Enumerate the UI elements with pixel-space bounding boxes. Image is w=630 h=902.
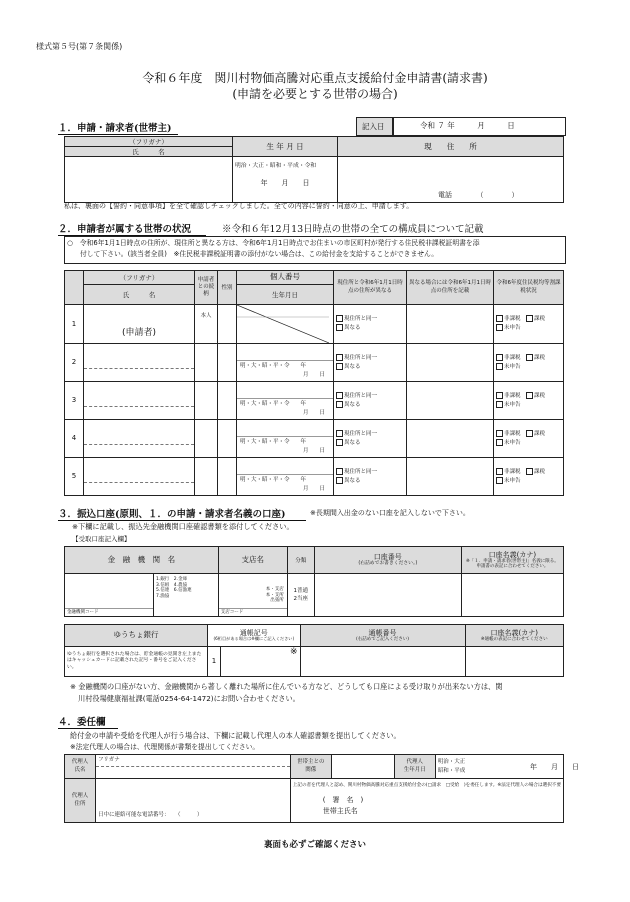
address-header: 現 住 所 [338, 137, 564, 157]
account-holder-header: 口座名義(カナ) ※「１．申請・請求者(世帯主)」名義に限る。 申請書の表記に合わせてください。 [461, 547, 563, 574]
member-furigana-header: （フリガナ） [84, 271, 195, 285]
birth-date-header: 生年月日 [237, 285, 334, 305]
proxy-note-2: ※法定代理人の場合は、代理関係が書類を提出してください。 [70, 743, 260, 751]
agent-birth-field[interactable]: 明治・大正 昭和・平成 [435, 755, 563, 779]
mynumber-cell[interactable] [237, 305, 334, 344]
branch-header: 支店名 [218, 547, 287, 574]
footer-note: 裏面も必ずご確認ください [263, 840, 366, 850]
agent-name-field[interactable]: フリガナ [95, 755, 290, 779]
relation-header: 申請者との続柄 [195, 271, 218, 305]
section2-heading: ２．申請者が属する世帯の状況 [58, 221, 206, 236]
day-phone-label: 日中に連絡可能な電話番号： （ ） [97, 811, 203, 818]
householder-name-label: 世帯主氏名 [322, 807, 358, 816]
agent-address-header: 代理人 住所 [65, 779, 96, 823]
table-row: 2 明・大・昭・平・令 年 月 日 現住所と同一 異なる 非課税 課税 未申告 [65, 344, 564, 382]
section3-heading-note: ※長期間入出金のない口座を記入しないで下さい。 [310, 509, 470, 517]
table-row: 1 (申請者) 本人 現住所と同一 異なる 非課税 課税 未申告 [65, 305, 564, 344]
account-box-title: 【受取口座記入欄】 [72, 535, 131, 543]
yucho-note: ゆうちょ銀行を選択された場合は、貯金通帳の見開き左上またはキャッシュカードに記載された記号・番号をご記入ください。 [65, 647, 208, 677]
passbook-number-header: 通帳番号 (右詰めでご記入ください) [300, 625, 465, 647]
account-number-header: 口座番号 (右詰めでお書きください。) [314, 547, 461, 574]
account-footnote-line1: ※ 金融機関の口座がない方、金融機関から著しく離れた場所に住んでいる方など、どうしても口座による受け取りが出来ない方は、関 [70, 682, 503, 691]
household-table [64, 270, 564, 496]
phone-label: 電話 （ ） [438, 190, 519, 199]
page-title: 令和６年度 関川村物価高騰対応重点支援給付金申請書(請求書) [142, 71, 488, 85]
bank-name-header: 金 融 機 関 名 [65, 547, 219, 574]
sex-header: 性別 [218, 271, 237, 305]
applicant-table [64, 136, 564, 203]
table-row: 5 明・大・昭・平・令 年 月 日 現住所と同一 異なる 非課税 課税 未申告 [65, 458, 564, 496]
branch-code-label: 支店コード [219, 608, 287, 616]
member-name-header: 氏 名 [84, 285, 195, 305]
page-subtitle: (申請を必要とする世帯の場合) [232, 87, 398, 101]
yucho-holder-field[interactable] [465, 647, 563, 677]
section1-heading: １．申請・請求者(世帯主) [58, 120, 178, 135]
agent-birth-ymd: 年 月 日 [530, 763, 579, 771]
applicant-name-field[interactable] [65, 157, 233, 203]
kind-header: 分類 [287, 547, 314, 574]
applicant-birth-field[interactable]: 明治・大正・昭和・平成・令和 年 月 日 [233, 157, 338, 203]
bank-account-table [64, 546, 564, 617]
branch-field[interactable]: 本・支店 本・支所 出張所 支店コード [218, 574, 287, 617]
address-diff-header: 異なる場合には令和6年1月1日時点の住所を記載 [407, 271, 494, 305]
section4-heading: ４．委任欄 [58, 714, 118, 729]
table-row: 4 明・大・昭・平・令 年 月 日 現住所と同一 異なる 非課税 課税 未申告 [65, 420, 564, 458]
passbook-number-field[interactable] [300, 647, 465, 677]
delegation-text: 上記の者を代理人と認め、関川村物価高騰対応重点支援給付金の(□請求 □受給 )を委任します。※法定代理人の場合は選択不要 [292, 783, 561, 788]
birth-header: 生 年 月 日 [233, 137, 338, 157]
account-holder-field[interactable] [461, 574, 563, 617]
bank-code-label: 金融機関コード [65, 608, 153, 616]
tax-status-header: 令和6年度住民税均等割課税状況 [494, 271, 564, 305]
agent-birth-header: 代理人 生年月日 [394, 755, 435, 779]
yucho-header: ゆうちょ銀行 [65, 625, 208, 647]
furigana-header: （フリガナ） [65, 137, 233, 147]
yucho-holder-header: 口座名義(カナ) ※通帳の表記に合わせてください [465, 625, 563, 647]
passbook-mark-header: 通帳記号 (6桁目がある場合は※欄にご記入ください) [208, 625, 301, 647]
passbook-mark-field[interactable]: ※ [221, 647, 301, 677]
address-same-header: 現住所と令和6年1月1日時点の住所が異なる [334, 271, 407, 305]
proxy-note-1: 給付金の申請や受給を代理人が行う場合は、下欄に記載し代理人の本人確認書類を提出してください。 [70, 731, 401, 740]
yucho-table: ゆうちょ銀行 通帳記号 (6桁目がある場合は※欄にご記入ください) 通帳番号 (右詰めでご記入ください) 口座名義(カナ) ※通帳の表記に合わせてください ゆうちょ銀行を選択された場合は、貯金通帳の見開き左上またはキャッシュカードに記載された記号・番号をご記入ください。 1 ※ [64, 624, 564, 677]
agent-name-header: 代理人 氏名 [65, 755, 96, 779]
pledge-text: 私は、裏面の【誓約・同意事項】を全て確認しチェックしました。全ての内容に誓約・同意の上、申請します。 [64, 202, 414, 210]
agent-address-field[interactable] [95, 779, 290, 823]
account-kind-options[interactable]: 1普通 2当座 [287, 574, 314, 617]
form-number: 様式第５号(第７条関係) [36, 42, 123, 51]
delegation-field[interactable] [290, 779, 563, 823]
relation-field[interactable] [331, 755, 394, 779]
mynumber-header: 個人番号 [237, 271, 334, 285]
account-number-field[interactable] [314, 574, 461, 617]
self-name: (申請者) [121, 327, 157, 338]
bank-type-options[interactable]: 1.銀行 2.金庫 3.信組 4.農協 5.信連 6.信漁連 7.漁協 [154, 574, 219, 617]
account-footnote-line2: 川村役場健康福祉課(電話0254-64-1472)にお問い合わせください。 [78, 694, 300, 703]
name-header: 氏 名 [65, 147, 233, 157]
entry-date-label: 記入日 [362, 122, 385, 131]
table-row: 3 明・大・昭・平・令 年 月 日 現住所と同一 異なる 非課税 課税 未申告 [65, 382, 564, 420]
attach-note: ※下欄に記載し、振込先金融機関口座確認書類を添付してください。 [72, 522, 294, 531]
applicant-address-field[interactable] [338, 157, 564, 203]
section2-subheading: ※令和６年12月13日時点の世帯の全ての構成員について記載 [222, 224, 484, 235]
signature-label: ( 署 名 ) [322, 796, 364, 805]
proxy-table [64, 754, 564, 823]
entry-date-value: 令和 ７ 年 月 日 [420, 121, 515, 130]
section3-heading: ３．振込口座(原則、１．の申請・請求者名義の口座) [58, 506, 306, 521]
bank-name-field[interactable] [65, 574, 154, 617]
relation-header: 世帯主との 関係 [290, 755, 331, 779]
